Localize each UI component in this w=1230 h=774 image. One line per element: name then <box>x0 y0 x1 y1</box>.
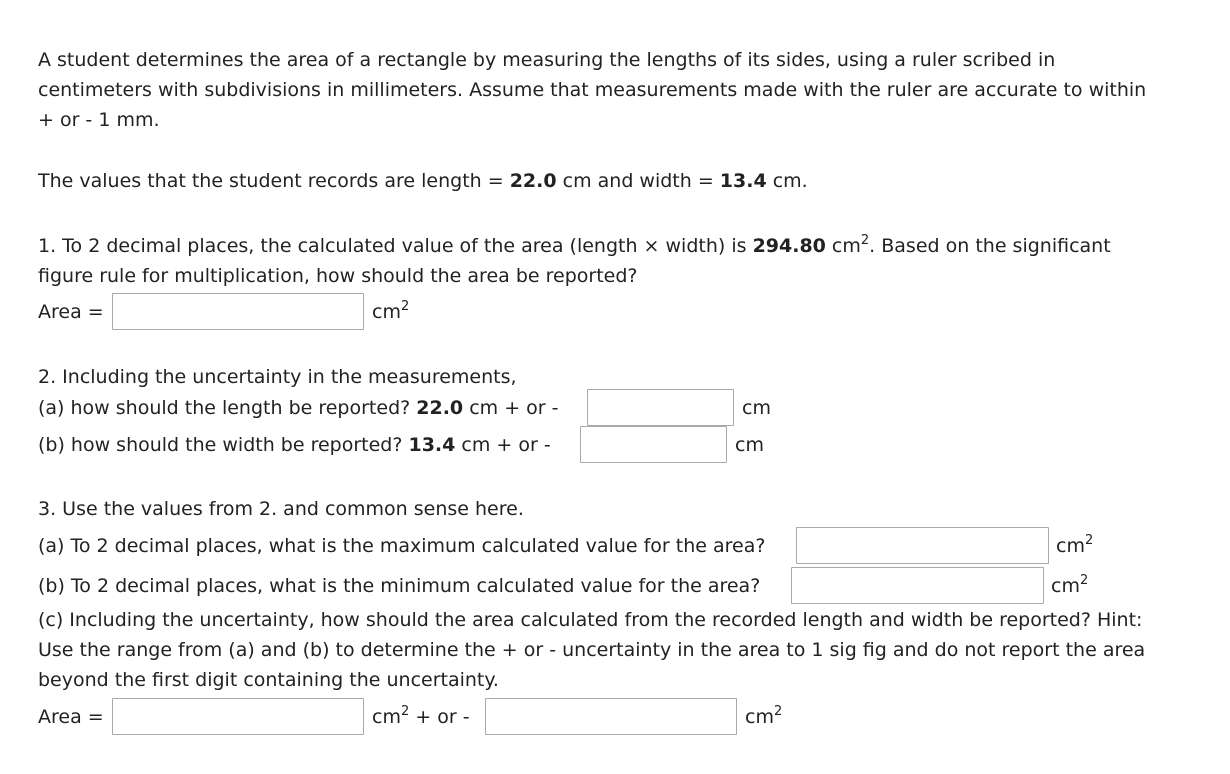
q2-a-text: (a) how should the length be reported? <box>38 397 417 419</box>
q1-text-b: cm <box>825 235 861 257</box>
q1-area-label: Area = <box>38 301 104 323</box>
q3-a-unit-exp: 2 <box>1084 533 1094 548</box>
q1-line-1 <box>38 233 1111 259</box>
q3-c-area-input[interactable] <box>112 698 364 735</box>
values-suffix: cm. <box>766 170 808 192</box>
q3-b-unit <box>1051 573 1088 599</box>
q2-b-suffix: cm + or - <box>455 434 551 456</box>
intro-line-1: A student determines the area of a rectangle by measuring the lengths of its sides, using a ruler scribed in <box>38 49 1056 71</box>
q3-b-text: (b) To 2 decimal places, what is the minimum calculated value for the area? <box>38 575 761 597</box>
q2-b-unit: cm <box>735 434 764 456</box>
q2-a-input[interactable] <box>587 389 734 426</box>
q1-line-2: figure rule for multiplication, how should the area be reported? <box>38 265 638 287</box>
q3-c-line-3: beyond the first digit containing the uncertainty. <box>38 669 499 691</box>
q2-b-value: 13.4 <box>408 434 456 456</box>
q3-a-input[interactable] <box>796 527 1049 564</box>
q3-a-unit-text: cm <box>1056 535 1085 557</box>
values-prefix: The values that the student records are length = <box>38 170 510 192</box>
q3-c-uncertainty-input[interactable] <box>485 698 737 735</box>
q1-area-value: 294.80 <box>752 235 826 257</box>
q3-c-line-2: Use the range from (a) and (b) to determine the + or - uncertainty in the area to 1 sig fig and do not report the area <box>38 639 1146 661</box>
q3-heading: 3. Use the values from 2. and common sense here. <box>38 498 524 520</box>
q2-a-line <box>38 395 558 421</box>
width-value: 13.4 <box>719 170 767 192</box>
q1-unit-exp: 2 <box>400 299 410 314</box>
q2-a-unit: cm <box>742 397 771 419</box>
q2-a-value: 22.0 <box>416 397 464 419</box>
q3-c-unit-pm <box>372 704 470 730</box>
q1-area-input[interactable] <box>112 293 364 330</box>
q2-a-suffix: cm + or - <box>463 397 559 419</box>
q2-heading: 2. Including the uncertainty in the measurements, <box>38 366 517 388</box>
recorded-values <box>38 168 808 194</box>
q3-b-unit-exp: 2 <box>1079 573 1089 588</box>
q3-c-unit2-text: cm <box>745 706 774 728</box>
q1-text-a: 1. To 2 decimal places, the calculated value of the area (length × width) is <box>38 235 753 257</box>
q3-b-input[interactable] <box>791 567 1044 604</box>
q1-exponent: 2 <box>860 233 870 248</box>
q2-b-text: (b) how should the width be reported? <box>38 434 409 456</box>
q1-unit <box>372 299 409 325</box>
length-value: 22.0 <box>509 170 557 192</box>
q3-c-pm-text: + or - <box>409 706 470 728</box>
q3-a-text: (a) To 2 decimal places, what is the maximum calculated value for the area? <box>38 535 766 557</box>
q3-c-unit-2 <box>745 704 782 730</box>
q3-b-unit-text: cm <box>1051 575 1080 597</box>
q3-area-label: Area = <box>38 706 104 728</box>
q3-c-line-1: (c) Including the uncertainty, how should the area calculated from the recorded length and width be reported? Hint: <box>38 609 1143 631</box>
q1-unit-text: cm <box>372 301 401 323</box>
intro-line-3: + or - 1 mm. <box>38 109 160 131</box>
q3-c-unit-exp: 2 <box>400 704 410 719</box>
q2-b-line <box>38 432 551 458</box>
q3-c-unit-text: cm <box>372 706 401 728</box>
q2-b-input[interactable] <box>580 426 727 463</box>
q3-c-unit2-exp: 2 <box>773 704 783 719</box>
q3-a-unit <box>1056 533 1093 559</box>
intro-line-2: centimeters with subdivisions in millimeters. Assume that measurements made with the ruler are accurate to within <box>38 79 1147 101</box>
q1-text-c: . Based on the significant <box>869 235 1111 257</box>
values-mid: cm and width = <box>556 170 720 192</box>
